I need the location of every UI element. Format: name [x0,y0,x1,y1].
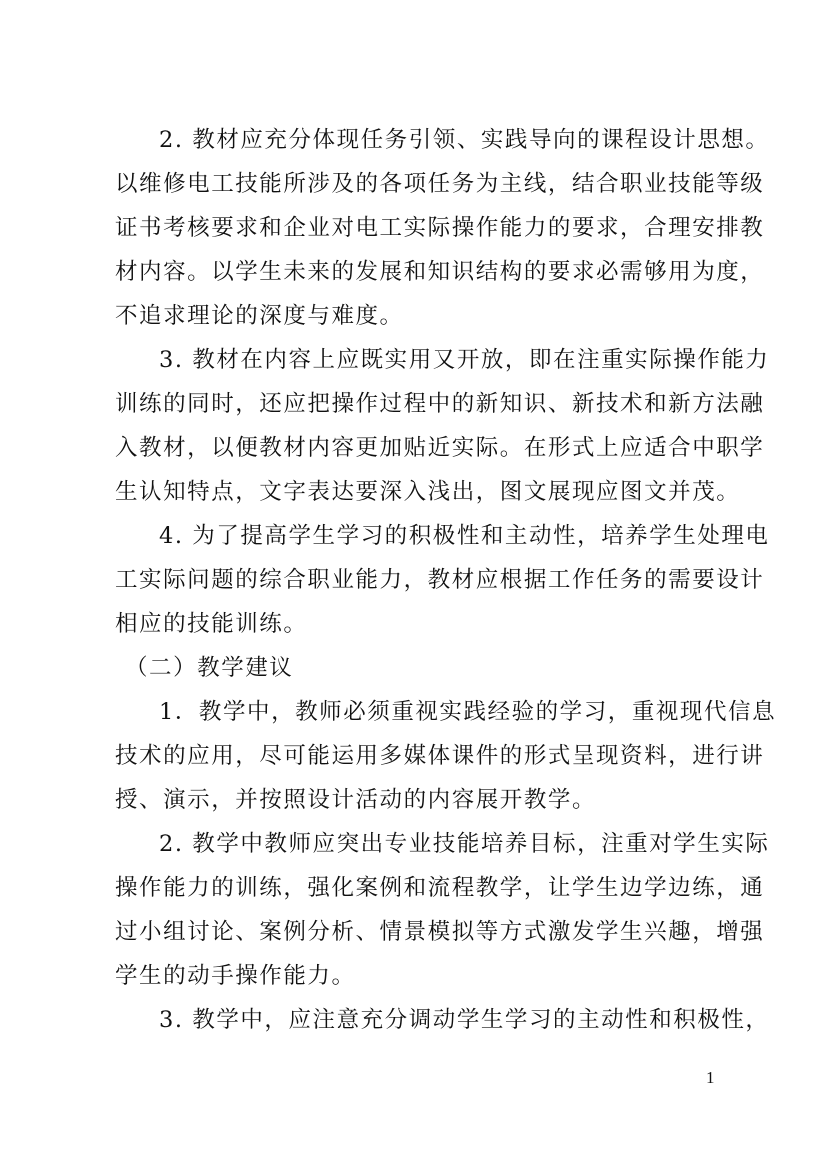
paragraph-3-line-3: 相应的技能训练。 [115,611,308,637]
paragraph-1-line-5: 不追求理论的深度与难度。 [115,303,404,329]
paragraph-5-line-1: 1．教学中，教师必须重视实践经验的学习，重视现代信息 [159,699,777,725]
section-heading-teaching-suggestions: （二）教学建议 [125,655,294,681]
paragraph-1-line-2: 以维修电工技能所涉及的各项任务为主线，结合职业技能等级 [115,171,765,197]
paragraph-7-line-1: 3. 教学中，应注意充分调动学生学习的主动性和积极性， [159,1007,770,1033]
paragraph-2-line-1: 3. 教材在内容上应既实用又开放，即在注重实际操作能力 [159,347,770,373]
paragraph-1-line-3: 证书考核要求和企业对电工实际操作能力的要求，合理安排教 [115,215,765,241]
page-number: 1 [706,1068,715,1087]
paragraph-3-line-1: 4. 为了提高学生学习的积极性和主动性，培养学生处理电 [159,523,770,549]
paragraph-6-line-2: 操作能力的训练，强化案例和流程教学，让学生边学边练，通 [115,875,765,901]
paragraph-1-line-4: 材内容。以学生未来的发展和知识结构的要求必需够用为度， [115,259,765,285]
paragraph-6-line-3: 过小组讨论、案例分析、情景模拟等方式激发学生兴趣，增强 [115,919,765,945]
paragraph-5-line-2: 技术的应用，尽可能运用多媒体课件的形式呈现资料，进行讲 [115,743,765,769]
paragraph-3-line-2: 工实际问题的综合职业能力，教材应根据工作任务的需要设计 [115,567,765,593]
paragraph-1-line-1: 2. 教材应充分体现任务引领、实践导向的课程设计思想。 [159,127,770,153]
paragraph-2-line-3: 入教材，以便教材内容更加贴近实际。在形式上应适合中职学 [115,435,765,461]
paragraph-5-line-3: 授、演示，并按照设计活动的内容展开教学。 [115,787,597,813]
paragraph-6-line-4: 学生的动手操作能力。 [115,963,356,989]
paragraph-6-line-1: 2. 教学中教师应突出专业技能培养目标，注重对学生实际 [159,831,770,857]
paragraph-2-line-4: 生认知特点，文字表达要深入浅出，图文展现应图文并茂。 [115,479,741,505]
paragraph-2-line-2: 训练的同时，还应把操作过程中的新知识、新技术和新方法融 [115,391,765,417]
